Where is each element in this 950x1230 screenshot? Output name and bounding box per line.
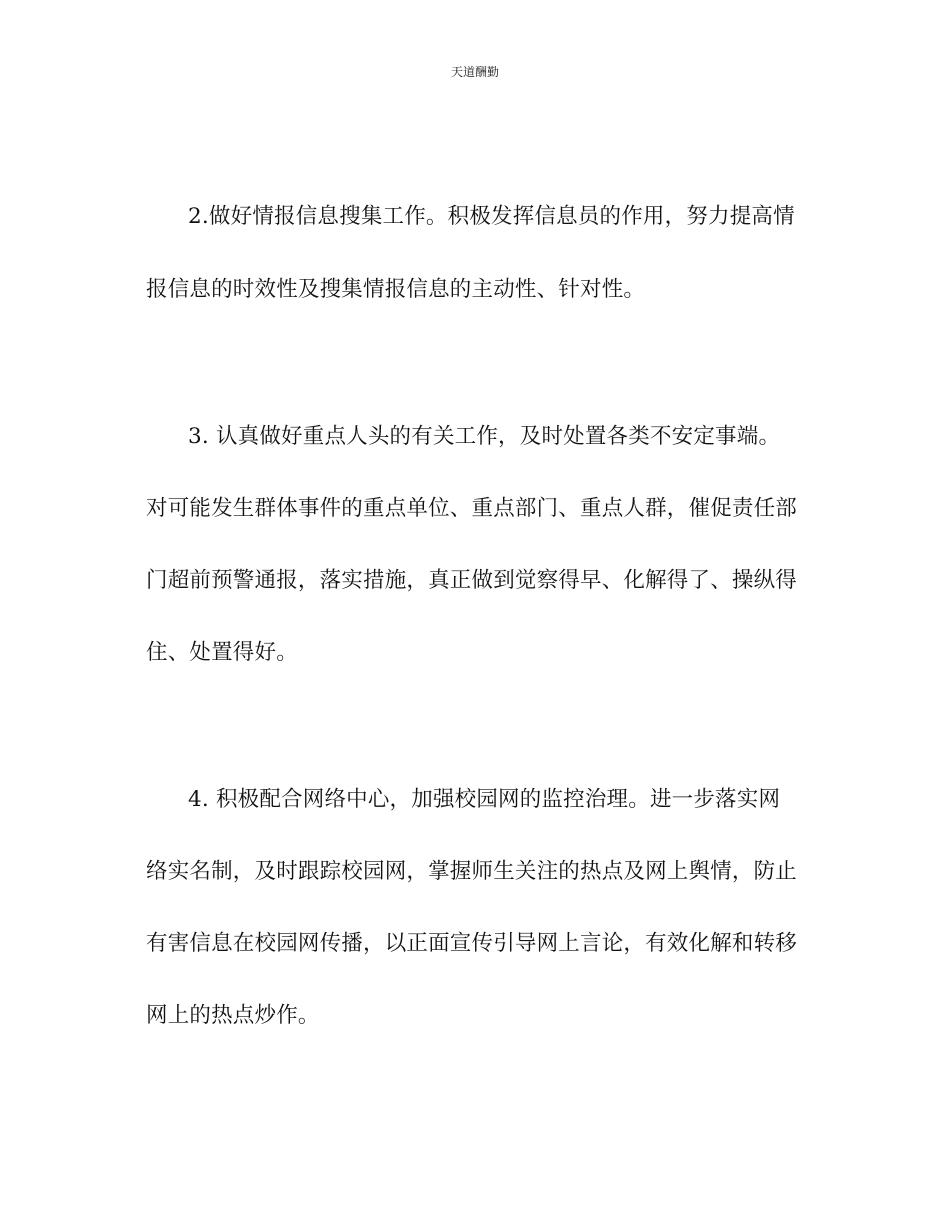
- paragraph-line: 4. 积极配合网络中心，加强校园网的监控治理。进一步落实网: [188, 787, 781, 812]
- paragraph-line: 住、处置得好。: [146, 640, 298, 665]
- page-header: 天道酬勤: [450, 65, 499, 79]
- paragraph-line: 报信息的时效性及搜集情报信息的主动性、针对性。: [146, 277, 646, 302]
- paragraph-line: 络实名制，及时跟踪校园网，掌握师生关注的热点及网上舆情，防止: [146, 859, 798, 884]
- paragraph-line: 对可能发生群体事件的重点单位、重点部门、重点人群，催促责任部: [146, 496, 798, 521]
- paragraph-line: 3. 认真做好重点人头的有关工作，及时处置各类不安定事端。: [188, 424, 781, 449]
- paragraph-line: 有害信息在校园网传播，以正面宣传引导网上言论，有效化解和转移: [146, 931, 798, 956]
- paragraph-line: 网上的热点炒作。: [146, 1003, 320, 1028]
- paragraph-line: 2.做好情报信息搜集工作。积极发挥信息员的作用，努力提高情: [188, 204, 795, 229]
- paragraph-line: 门超前预警通报，落实措施，真正做到觉察得早、化解得了、操纵得: [146, 568, 798, 593]
